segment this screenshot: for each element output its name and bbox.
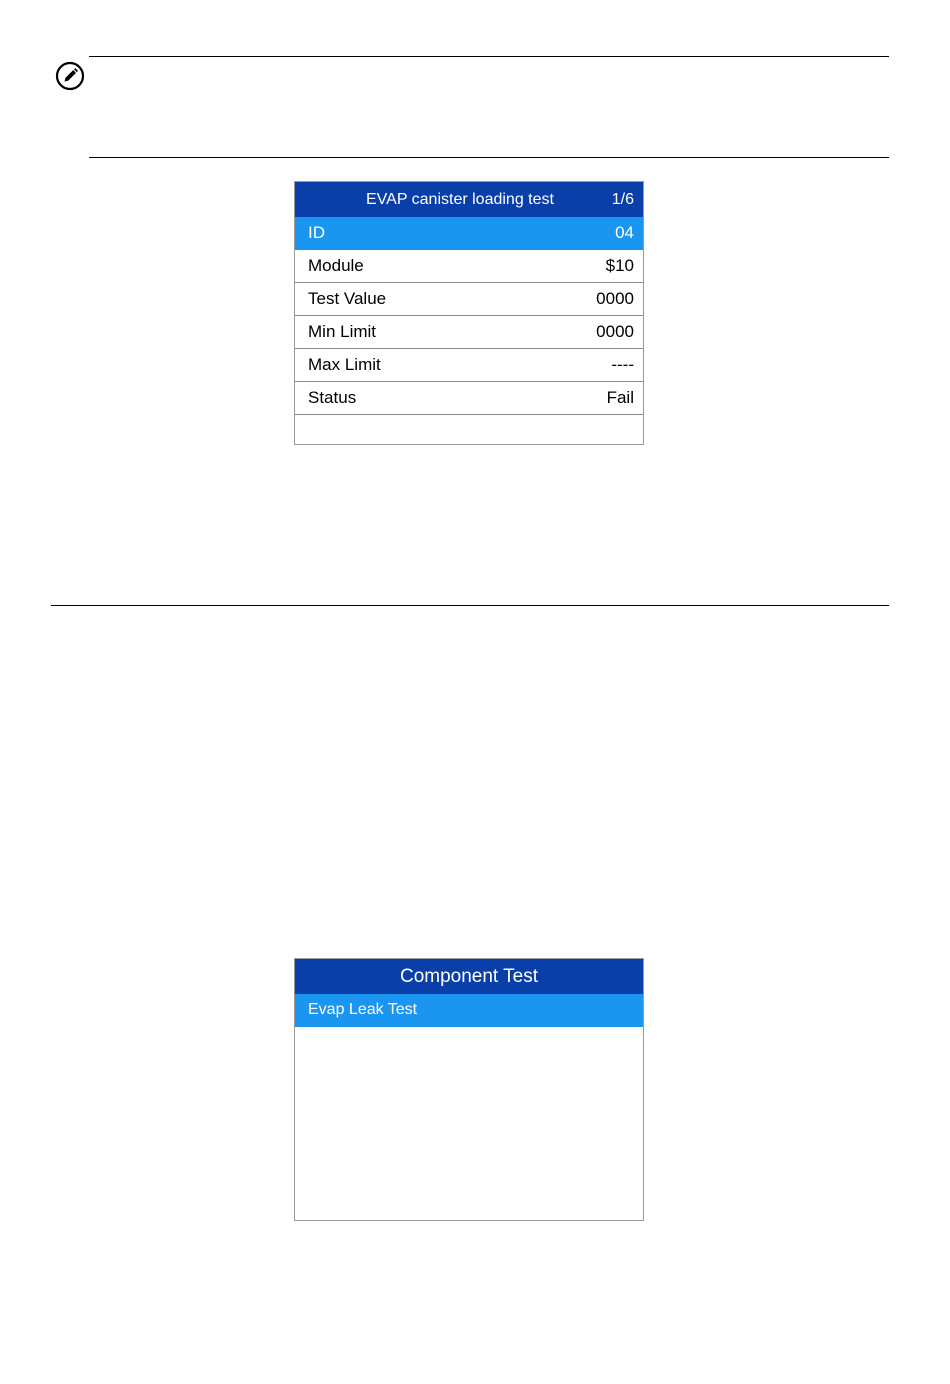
- component-test-screen: [294, 958, 644, 1221]
- data-row-module[interactable]: [295, 250, 643, 283]
- screen-title: EVAP canister loading test: [366, 191, 554, 208]
- row-value: 04: [615, 223, 634, 242]
- row-value: Fail: [606, 388, 634, 407]
- row-label: Max Limit: [308, 355, 381, 374]
- pencil-note-icon: [55, 61, 85, 91]
- row-label: Test Value: [308, 289, 387, 308]
- note-bottom-rule: [89, 157, 889, 158]
- row-value: ----: [611, 355, 634, 374]
- row-value: 0000: [596, 322, 634, 341]
- screen-title-bar: [295, 182, 643, 217]
- menu-item-evap-leak-test[interactable]: [295, 994, 643, 1027]
- screen-title-bar: [295, 959, 643, 994]
- menu-item-label: Evap Leak Test: [308, 1001, 418, 1018]
- row-label: Min Limit: [308, 322, 377, 341]
- data-row-id[interactable]: [295, 217, 643, 250]
- data-row-test-value[interactable]: [295, 283, 643, 316]
- row-value: $10: [605, 256, 634, 275]
- screen-title: Component Test: [399, 966, 538, 987]
- row-label: Module: [308, 256, 364, 275]
- data-row-status[interactable]: [295, 382, 643, 415]
- row-value: 0000: [596, 289, 634, 308]
- test-result-screen: [294, 181, 644, 445]
- section-divider: [51, 605, 889, 606]
- data-row-max-limit[interactable]: [295, 349, 643, 382]
- page-indicator: 1/6: [611, 191, 634, 208]
- row-label: ID: [308, 223, 325, 242]
- data-row-min-limit[interactable]: [295, 316, 643, 349]
- row-label: Status: [308, 388, 357, 407]
- note-top-rule: [89, 56, 889, 57]
